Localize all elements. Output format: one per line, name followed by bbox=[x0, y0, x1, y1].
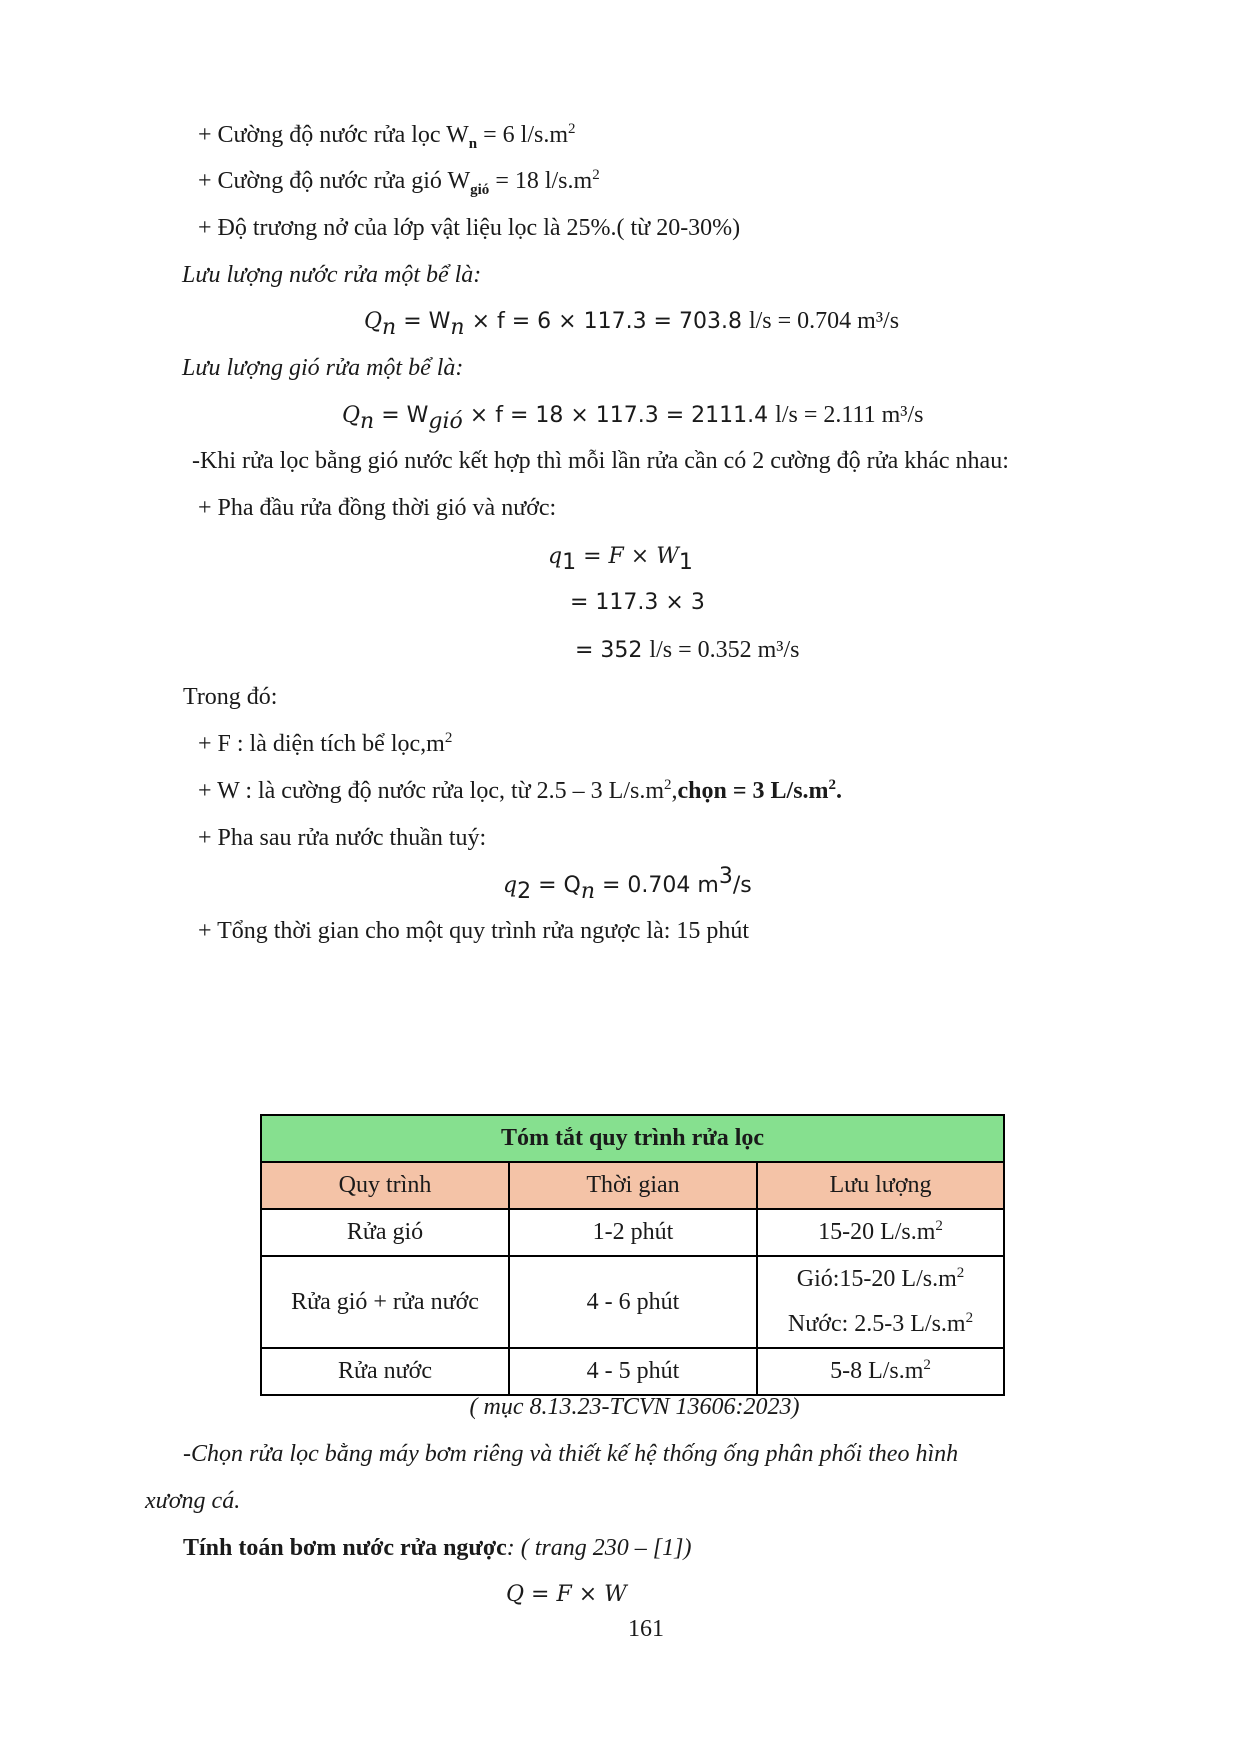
heading-pump-calc: Tính toán bơm nước rửa ngược: ( trang 230 – [1]) bbox=[183, 1535, 692, 1561]
equation-q1: $q_1 = F \times W_1$ bbox=[548, 544, 693, 575]
cell-time: 4 - 5 phút bbox=[509, 1348, 757, 1395]
summary-table bbox=[260, 1114, 1005, 1396]
table-header-row bbox=[261, 1162, 1004, 1209]
flow-water: Nước: 2.5-3 $L/s.m^2$ bbox=[787, 1310, 974, 1337]
line-define-f: + F : là diện tích bể $lọc,m^2$ bbox=[198, 730, 453, 757]
table-caption: ( mục 8.13.23-TCVN 13606:2023) bbox=[469, 1394, 800, 1420]
equation-q1-step2: = 117.3 × 3 bbox=[570, 590, 705, 615]
line-total-time: + Tổng thời gian cho một quy trình rửa ngược là: 15 phút bbox=[198, 918, 750, 944]
heading-water-flow: Lưu lượng nước rửa một bể là: bbox=[182, 262, 482, 288]
equation-pump: Q = F × W bbox=[506, 1582, 627, 1607]
line-combined-wash: -Khi rửa lọc bằng gió nước kết hợp thì mỗi lần rửa cần có 2 cường độ rửa khác nhau: bbox=[192, 448, 1009, 474]
flow-air: Gió:15-20 $L/s.m^2$ bbox=[796, 1265, 965, 1292]
table-row bbox=[261, 1348, 1004, 1395]
header-time: Thời gian bbox=[509, 1162, 757, 1209]
line-phase-one: + Pha đầu rửa đồng thời gió và nước: bbox=[198, 495, 557, 521]
line-expansion: + Độ trương nở của lớp vật liệu lọc là 25%.( từ 20-30%) bbox=[198, 215, 741, 241]
header-process: Quy trình bbox=[261, 1162, 509, 1209]
table-title: Tóm tắt quy trình rửa lọc bbox=[261, 1115, 1004, 1162]
equation-air-flow: $Q_n = W_{gió} \times f = 18 \times 117.3 = 2111.4$ l/s = 2.111 m³/s bbox=[342, 402, 924, 434]
equation-water-flow: $Q_n = W_n \times f = 6 \times 117.3 = 703.8$ l/s = 0.704 m³/s bbox=[364, 308, 900, 340]
cell-time: 4 - 6 phút bbox=[509, 1256, 757, 1348]
cell-process: Rửa gió + rửa nước bbox=[261, 1256, 509, 1348]
equation-q1-step3: = 352 l/s = 0.352 m³/s bbox=[575, 637, 800, 663]
cell-flow: 5-8 $L/s.m^2$ bbox=[757, 1348, 1004, 1395]
cell-process: Rửa nước bbox=[261, 1348, 509, 1395]
table-row bbox=[261, 1256, 1004, 1348]
line-pump-choice: -Chọn rửa lọc bằng máy bơm riêng và thiết kế hệ thống ống phân phối theo hình bbox=[183, 1441, 959, 1467]
label-where: Trong đó: bbox=[183, 684, 278, 710]
page-number: 161 bbox=[628, 1616, 664, 1642]
cell-time: 1-2 phút bbox=[509, 1209, 757, 1256]
cell-process: Rửa gió bbox=[261, 1209, 509, 1256]
line-water-intensity: + Cường độ nước rửa lọc $W_n = 6$ $l/s.m^2$ bbox=[198, 121, 576, 152]
line-pump-choice-cont: xương cá. bbox=[145, 1488, 241, 1514]
heading-air-flow: Lưu lượng gió rửa một bể là: bbox=[182, 355, 464, 381]
equation-q2: $q_2 = Q_n = 0.704$ $m^3/s$ bbox=[503, 864, 752, 904]
table-row bbox=[261, 1209, 1004, 1256]
line-air-intensity: + Cường độ nước rửa gió $W_{gió} = 18$ $l/s.m^2$ bbox=[198, 167, 600, 198]
line-phase-two: + Pha sau rửa nước thuần tuý: bbox=[198, 825, 487, 851]
cell-flow: 15-20 $L/s.m^2$ bbox=[757, 1209, 1004, 1256]
header-flow: Lưu lượng bbox=[757, 1162, 1004, 1209]
line-define-w: + W : là cường độ nước rửa lọc, từ 2.5 – 3 $L/s.m^2,chọn = 3$ $L/s.m^2$. bbox=[198, 777, 843, 804]
cell-flow bbox=[757, 1256, 1004, 1348]
